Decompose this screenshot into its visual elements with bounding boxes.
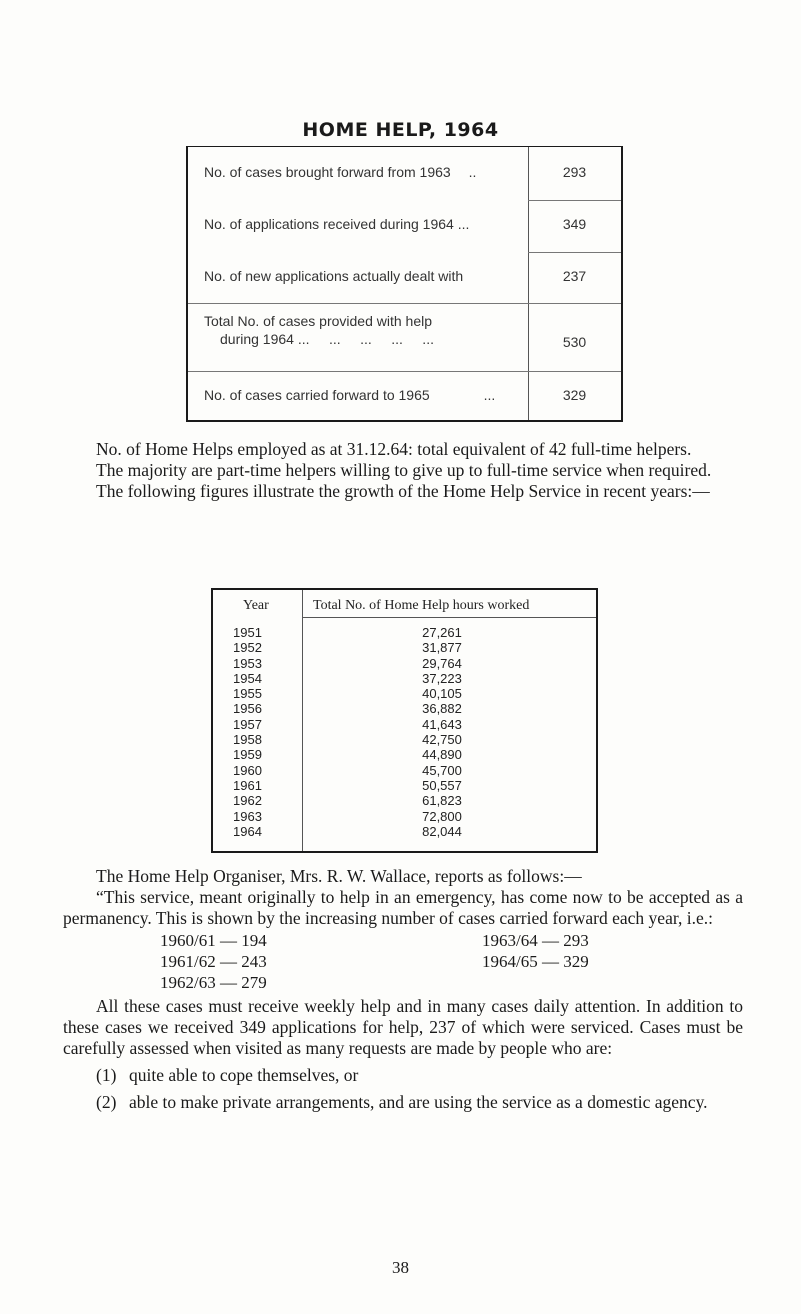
list-text: quite able to cope themselves, or bbox=[129, 1065, 359, 1085]
table-row bbox=[213, 732, 596, 747]
hours-cell: 72,800 bbox=[422, 808, 462, 824]
year-cell: 1962 bbox=[233, 793, 262, 809]
table-row bbox=[213, 763, 596, 778]
text-block bbox=[63, 439, 743, 502]
row-value: 329 bbox=[562, 387, 587, 403]
year-counts-right bbox=[482, 930, 589, 972]
row-value: 349 bbox=[562, 216, 587, 232]
row-label: No. of cases carried forward to 1965 bbox=[204, 387, 430, 403]
page-number: 38 bbox=[392, 1258, 409, 1277]
hours-cell: 37,223 bbox=[422, 670, 462, 686]
hours-cell: 50,557 bbox=[422, 777, 462, 793]
hours-cell: 45,700 bbox=[422, 762, 462, 778]
table-row bbox=[188, 164, 621, 180]
year-count: 1960/61 — 194 bbox=[160, 931, 267, 950]
hours-table bbox=[211, 588, 598, 853]
year-count: 1962/63 — 279 bbox=[160, 973, 267, 992]
year-cell: 1964 bbox=[233, 823, 262, 839]
list-num: (1) bbox=[96, 1065, 117, 1085]
paragraph: The following figures illustrate the growth of the Home Help Service in recent years:— bbox=[96, 481, 710, 501]
table-row bbox=[213, 656, 596, 671]
hours-cell: 31,877 bbox=[422, 640, 462, 656]
hours-cell: 29,764 bbox=[422, 655, 462, 671]
row-label: No. of cases brought forward from 1963 bbox=[204, 164, 451, 180]
list-text: able to make private arrangements, and are using the service as a domestic agency. bbox=[129, 1092, 708, 1112]
paragraph: “This service, meant originally to help in an emergency, has come now to be accepted as a permanency. This is shown by the increasing number of cases carried forward each year, i.e.: bbox=[63, 887, 743, 928]
row-label: Total No. of cases provided with help bbox=[204, 313, 433, 329]
table-row bbox=[213, 625, 596, 640]
year-cell: 1951 bbox=[233, 625, 262, 640]
table-row bbox=[188, 216, 621, 232]
paragraph: All these cases must receive weekly help and in many cases daily attention. In addition to these cases we received 349 applications for help, 237 of which were serviced. Cases must be carefully assessed when visited as many requests are made by people who are: bbox=[63, 996, 743, 1058]
year-cell: 1958 bbox=[233, 732, 262, 748]
hours-cell: 40,105 bbox=[422, 686, 462, 702]
hours-cell: 82,044 bbox=[422, 823, 462, 839]
list bbox=[63, 1065, 743, 1113]
row-label: No. of applications received during 1964 bbox=[204, 216, 454, 232]
cases-table bbox=[186, 146, 623, 422]
hours-cell: 36,882 bbox=[422, 701, 462, 717]
year-count: 1961/62 — 243 bbox=[160, 952, 267, 971]
table-row bbox=[213, 701, 596, 716]
row-value: 237 bbox=[562, 268, 587, 284]
hours-cell: 44,890 bbox=[422, 747, 462, 763]
table-row bbox=[213, 717, 596, 732]
row-value: 293 bbox=[562, 164, 587, 180]
row-divider bbox=[528, 252, 621, 253]
table-row bbox=[188, 268, 621, 284]
row-label-cont: during 1964 ... ... ... ... ... bbox=[220, 331, 434, 347]
row-value: 530 bbox=[562, 334, 587, 350]
text-block bbox=[63, 866, 743, 929]
year-counts-left bbox=[160, 930, 267, 993]
header-hours: Total No. of Home Help hours worked bbox=[313, 598, 530, 613]
table-row bbox=[213, 747, 596, 762]
row-divider bbox=[188, 303, 621, 304]
row-divider bbox=[188, 371, 621, 372]
table-row bbox=[213, 809, 596, 824]
text-block bbox=[63, 996, 743, 1113]
year-count: 1963/64 — 293 bbox=[482, 931, 589, 950]
hours-cell: 61,823 bbox=[422, 793, 462, 809]
year-cell: 1963 bbox=[233, 808, 262, 824]
table-row bbox=[213, 778, 596, 793]
hours-cell: 41,643 bbox=[422, 716, 462, 732]
table-row bbox=[213, 824, 596, 839]
header-year: Year bbox=[243, 598, 269, 613]
hours-rows bbox=[213, 625, 596, 839]
table-row bbox=[188, 387, 621, 403]
row-dots: ... bbox=[457, 216, 470, 232]
paragraph: The majority are part-time helpers willing to give up to full-time service when required. bbox=[96, 460, 712, 480]
hours-cell: 27,261 bbox=[422, 625, 462, 640]
year-cell: 1952 bbox=[233, 640, 262, 656]
year-cell: 1953 bbox=[233, 655, 262, 671]
year-cell: 1957 bbox=[233, 716, 262, 732]
paragraph: The Home Help Organiser, Mrs. R. W. Wallace, reports as follows:— bbox=[96, 866, 582, 886]
table-row bbox=[213, 793, 596, 808]
year-count: 1964/65 — 329 bbox=[482, 952, 589, 971]
year-cell: 1956 bbox=[233, 701, 262, 717]
year-cell: 1960 bbox=[233, 762, 262, 778]
page-title: HOME HELP, 1964 bbox=[302, 119, 499, 141]
row-divider bbox=[528, 200, 621, 201]
table-row bbox=[213, 671, 596, 686]
list-item bbox=[96, 1065, 743, 1086]
row-dots: ... bbox=[483, 387, 496, 403]
table-row bbox=[213, 640, 596, 655]
row-dots: .. bbox=[468, 164, 477, 180]
hours-cell: 42,750 bbox=[422, 732, 462, 748]
list-item bbox=[96, 1092, 743, 1113]
year-cell: 1959 bbox=[233, 747, 262, 763]
year-cell: 1961 bbox=[233, 777, 262, 793]
header-divider bbox=[302, 617, 596, 618]
year-cell: 1955 bbox=[233, 686, 262, 702]
row-label: No. of new applications actually dealt with bbox=[204, 268, 464, 284]
list-num: (2) bbox=[96, 1092, 117, 1112]
year-cell: 1954 bbox=[233, 670, 262, 686]
table-row bbox=[213, 686, 596, 701]
paragraph: No. of Home Helps employed as at 31.12.64: total equivalent of 42 full-time helpers. bbox=[96, 439, 692, 459]
table-row bbox=[188, 312, 621, 350]
